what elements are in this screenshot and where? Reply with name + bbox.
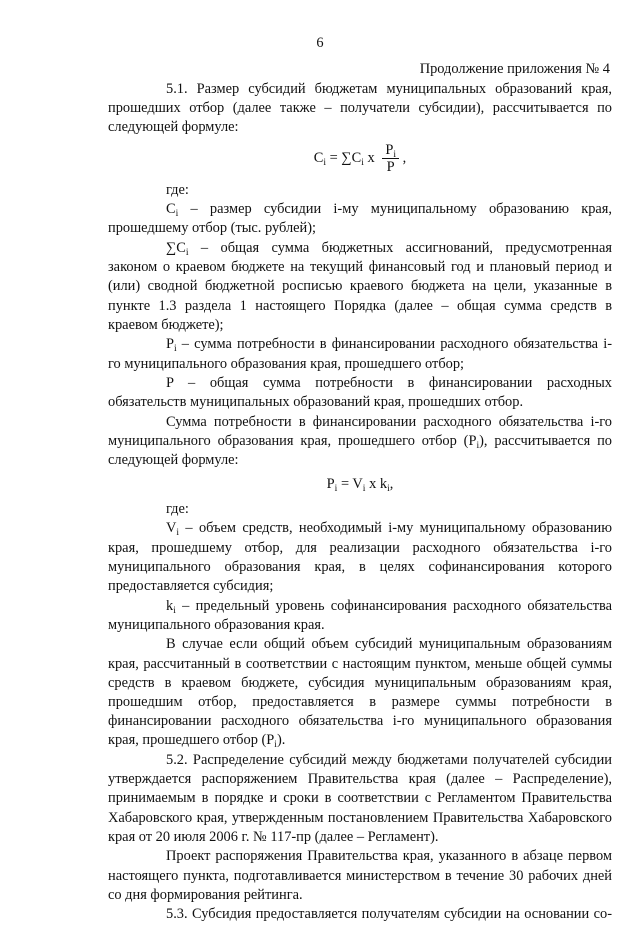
where-label: где: [166, 181, 189, 198]
definition-vi: $V_i$ – объем средств, необходимый i-му муниципальному образованию края, прошедшему отбор, для реализации расходного обязательства i-го муниципального образования края, в целях софинансирования которого предоставляется субсидия; [108, 520, 612, 595]
definition-ki: $k_i$ – предельный уровень софинансирования расходного обязательства муниципального образования края. [108, 597, 612, 633]
where-label-2: где: [166, 500, 189, 517]
paragraph-5-2: 5.2. Распределение субсидий между бюджетами получателей субсидии утверждается распоряжением Правительства края (далее – Распределение), принимаемым в порядке и сроки в соответствии с Регламентом Правительства Хабаровского края, утвержденным постановлением Правительства Хабаровского края от 20 июля 2006 г. № 117-пр (далее – Регламент). [108, 752, 612, 845]
paragraph-5-3: 5.3. Субсидия предоставляется получателям субсидии на основании со- [166, 906, 612, 923]
paragraph-need-sum: Сумма потребности в финансировании расходного обязательства i-го муниципального образования края, прошедшего отбор $(P_i)$, рассчитывается по следующей формуле: [108, 414, 612, 469]
paragraph-case: В случае если общий объем субсидий муниципальным образованиям края, рассчитанный в соответствии с настоящим пунктом, меньше общей суммы средств в краевом бюджете, субсидия муниципальным образованиям края, прошедшим отбор, предоставляется в размере суммы потребности в финансировании расходного обязательства i-го муниципального образования края, прошедшего отбор $(P_i)$. [108, 636, 612, 751]
formula-subsidy: $C_i = \sum C_i$ x $\frac{P_i}{P}$ , [313, 141, 407, 175]
definition-sum-ci: $\sum C_i$ – общая сумма бюджетных ассигнований, предусмотренная законом о краевом бюджете на текущий финансовый год и плановый период и (или) сводной бюджетной росписью краевого бюджета на цели, указанные в пункте 1.3 раздела 1 настоящего Порядка (далее – общая сумма средств в краевом бюджете); [108, 240, 612, 333]
formula-need: $P_i = V_i$ x $k_i$, [326, 475, 394, 494]
document-body [108, 80, 612, 925]
page-number: 6 [316, 35, 324, 51]
fraction: $\frac{P_i}{P}$ [382, 142, 399, 175]
appendix-label: Продолжение приложения № 4 [419, 61, 610, 77]
definition-ci: $C_i$ – размер субсидии i-му муниципальному образованию края, прошедшему отбор (тыс. рублей); [108, 201, 612, 237]
paragraph-project: Проект распоряжения Правительства края, указанного в абзаце первом настоящего пункта, подготавливается министерством в течение 30 рабочих дней со дня формирования рейтинга. [108, 848, 612, 903]
definition-p: P – общая сумма потребности в финансировании расходных обязательств муниципальных образований края, прошедших отбор. [108, 375, 612, 411]
definition-pi: $P_i$ – сумма потребности в финансировании расходного обязательства i-го муниципального образования края, прошедшего отбор; [108, 336, 612, 372]
paragraph-5-1: 5.1. Размер субсидий бюджетам муниципальных образований края, прошедших отбор (далее также – получатели субсидии), рассчитывается по следующей формуле: [108, 81, 612, 136]
